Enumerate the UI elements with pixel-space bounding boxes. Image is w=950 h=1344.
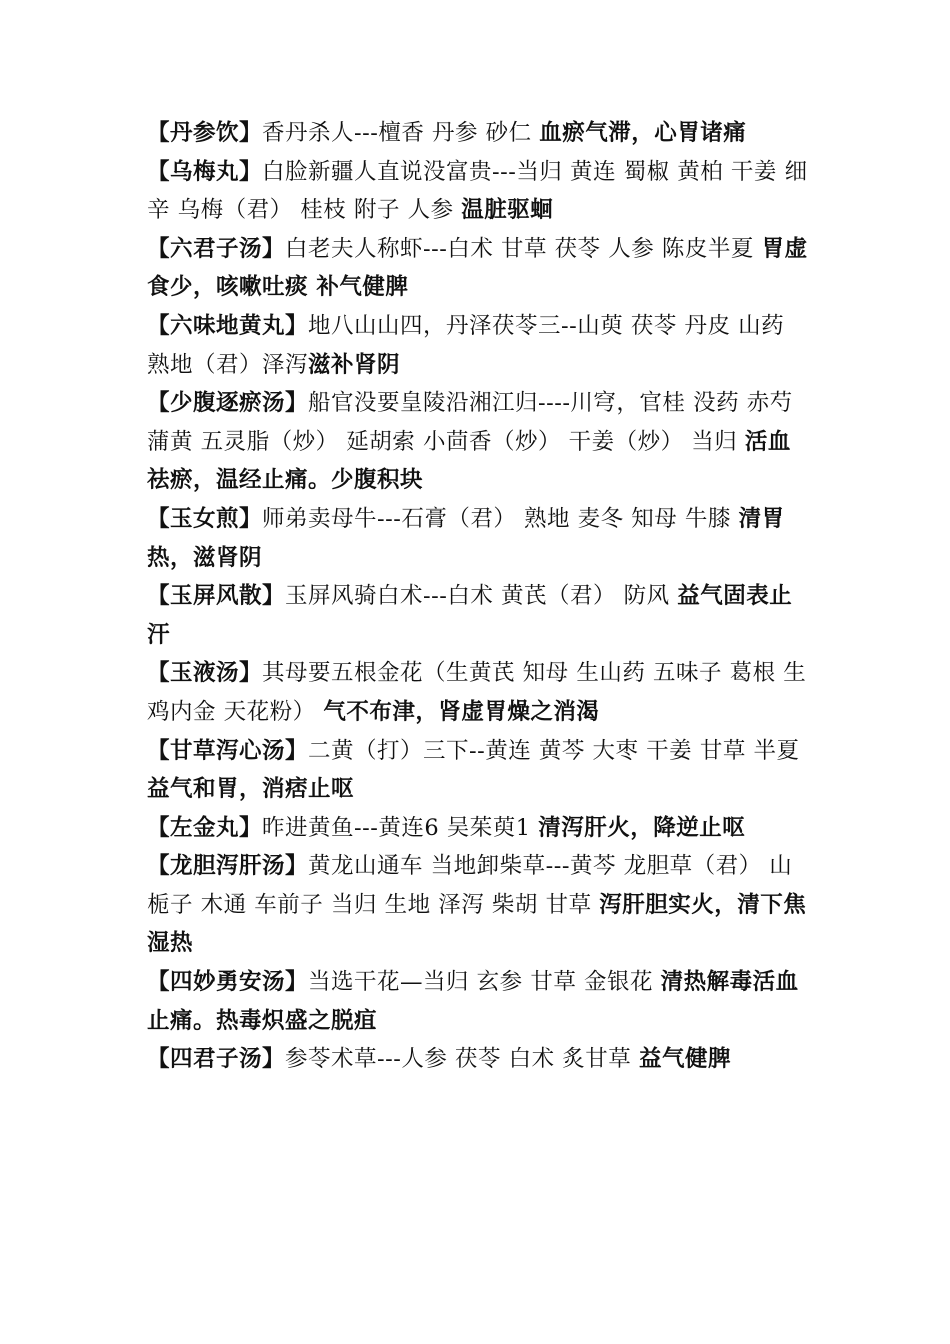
formula-name: 【乌梅丸】 [147, 158, 263, 185]
formula-entry [147, 577, 811, 654]
formula-verse: 香丹杀人---檀香 丹参 砂仁 [262, 120, 540, 146]
formula-list [147, 114, 811, 1079]
formula-entry [147, 230, 811, 307]
formula-verse: 白老夫人称虾---白术 甘草 茯苓 人参 陈皮半夏 [285, 235, 762, 262]
formula-effect: 清泻肝火，降逆止呕 [538, 814, 746, 841]
formula-effect: 泻肝胆实火，清下焦湿热 [147, 891, 807, 957]
formula-name: 【四君子汤】 [147, 1046, 286, 1073]
formula-effect: 气不布津，肾虚胃燥之消渴 [323, 698, 600, 725]
formula-verse: 当选干花—当归 玄参 甘草 金银花 [308, 969, 661, 996]
formula-verse: 二黄（打）三下--黄连 黄芩 大枣 干姜 甘草 半夏 [308, 737, 800, 764]
formula-entry [147, 963, 811, 1040]
formula-entry [147, 732, 811, 809]
formula-verse: 黄龙山通车 当地卸柴草---黄芩 龙胆草（君） 山栀子 木通 车前子 当归 生地 泽泻 柴胡 甘草 [147, 853, 793, 918]
formula-verse: 其母要五根金花（生黄芪 知母 生山药 五味子 葛根 生鸡内金 天花粉） [147, 660, 807, 725]
formula-name: 【六君子汤】 [147, 235, 286, 262]
formula-verse: 参苓术草---人参 茯苓 白术 炙甘草 [285, 1046, 639, 1073]
formula-verse: 玉屏风骑白术---白术 黄芪（君） 防风 [285, 583, 678, 610]
formula-entry [147, 500, 811, 577]
formula-entry [147, 654, 811, 731]
formula-verse: 白脸新疆人直说没富贵---当归 黄连 蜀椒 黄柏 干姜 细辛 乌梅（君） 桂枝 附子 人参 [147, 158, 808, 224]
formula-effect: 益气健脾 [638, 1046, 731, 1073]
formula-effect: 滋补肾阴 [308, 351, 401, 378]
formula-entry [147, 153, 811, 230]
formula-name: 【四妙勇安汤】 [147, 969, 309, 996]
formula-verse: 船官没要皇陵沿湘江归----川穹，官桂 没药 赤芍 蒲黄 五灵脂（炒） 延胡索 小茴香（炒） 干姜（炒） 当归 [147, 390, 793, 455]
formula-effect: 益气固表止汗 [147, 583, 793, 648]
formula-verse: 地八山山四，丹泽茯苓三--山萸 茯苓 丹皮 山药 熟地（君）泽泻 [147, 312, 785, 378]
formula-name: 【甘草泻心汤】 [147, 737, 309, 764]
formula-name: 【少腹逐瘀汤】 [147, 390, 309, 417]
formula-effect: 温脏驱蛔 [461, 197, 554, 224]
formula-effect: 益气和胃，消痞止呕 [147, 776, 355, 803]
formula-name: 【龙胆泻肝汤】 [147, 853, 309, 880]
formula-effect: 胃虚食少，咳嗽吐痰 补气健脾 [147, 235, 808, 301]
formula-name: 【左金丸】 [147, 814, 263, 841]
formula-effect: 活血祛瘀，温经止痛。少腹积块 [147, 428, 791, 494]
formula-effect: 血瘀气滞，心胃诸痛 [539, 120, 747, 146]
formula-verse: 昨进黄鱼---黄连6 吴茱萸1 [262, 814, 539, 841]
formula-effect: 清热解毒活血止痛。热毒炽盛之脱疽 [147, 969, 799, 1034]
formula-entry [147, 114, 811, 153]
formula-name: 【玉女煎】 [147, 505, 263, 532]
formula-name: 【丹参饮】 [147, 120, 263, 146]
formula-entry [147, 384, 811, 500]
formula-name: 【六味地黄丸】 [147, 312, 309, 339]
formula-entry [147, 1040, 811, 1079]
formula-entry [147, 809, 811, 848]
formula-effect: 清胃热，滋肾阴 [147, 505, 785, 571]
formula-name: 【玉屏风散】 [147, 583, 286, 610]
formula-entry [147, 847, 811, 963]
formula-verse: 师弟卖母牛---石膏（君） 熟地 麦冬 知母 牛膝 [262, 505, 739, 532]
formula-name: 【玉液汤】 [147, 660, 263, 687]
formula-entry [147, 307, 811, 384]
